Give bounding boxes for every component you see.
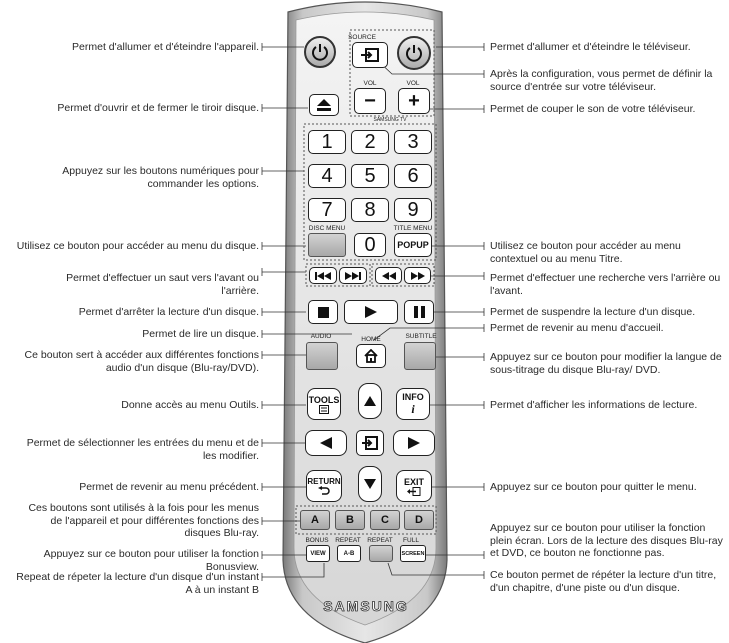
annotation-home: Permet de revenir au menu d'accueil. bbox=[490, 322, 664, 334]
annotation-tools: Donne accès au menu Outils. bbox=[121, 399, 259, 411]
exit-button[interactable] bbox=[396, 470, 432, 502]
enter-icon bbox=[362, 436, 378, 450]
eject-button[interactable] bbox=[309, 94, 339, 116]
title-menu-label: TITLE MENU bbox=[393, 225, 433, 232]
annotation-exit: Appuyez sur ce bouton pour quitter le menu. bbox=[490, 481, 697, 493]
source-button[interactable] bbox=[352, 42, 388, 68]
down-button[interactable] bbox=[358, 466, 382, 502]
annotation-navigation: Permet de sélectionner les entrées du menu et de les modifier. bbox=[26, 437, 259, 462]
exit-label: EXIT bbox=[403, 476, 424, 487]
samsung-tv-label: SAMSUNG TV bbox=[373, 117, 407, 123]
audio-button[interactable] bbox=[306, 342, 338, 370]
info-button[interactable] bbox=[396, 388, 430, 420]
bonus-label: BONUS bbox=[305, 537, 329, 544]
return-icon bbox=[318, 486, 330, 495]
annotation-stop: Permet d'arrêter la lecture d'un disque. bbox=[78, 306, 259, 318]
annotation-popup: Utilisez ce bouton pour accéder au menu contextuel ou au menu Titre. bbox=[490, 240, 681, 265]
key-1[interactable]: 1 bbox=[308, 130, 346, 154]
skip-back-icon bbox=[315, 272, 331, 280]
annotation-pause: Permet de suspendre la lecture d'un disque. bbox=[490, 306, 696, 318]
key-2[interactable]: 2 bbox=[351, 130, 389, 154]
annotation-number-keys: Appuyez sur les boutons numériques pour commander les options. bbox=[62, 165, 259, 190]
arrow-right-icon bbox=[408, 437, 420, 449]
info-icon: i bbox=[411, 401, 415, 416]
stop-icon bbox=[318, 307, 329, 318]
disc-menu-label: DISC MENU bbox=[308, 225, 346, 232]
stop-button[interactable] bbox=[308, 300, 338, 324]
annotation-fullscreen: Appuyez sur ce bouton pour utiliser la fonction plein écran. Lors de la lecture des disques Blu-ray et DVD, ce bouton ne fonctionne pas. bbox=[490, 522, 723, 559]
key-4[interactable]: 4 bbox=[308, 164, 346, 188]
tools-button[interactable] bbox=[307, 388, 341, 420]
play-icon bbox=[365, 306, 377, 318]
key-3[interactable]: 3 bbox=[394, 130, 432, 154]
annotation-tv-power: Permet d'allumer et d'éteindre le téléviseur. bbox=[490, 41, 691, 53]
color-key-d[interactable]: D bbox=[404, 510, 434, 530]
annotation-play: Permet de lire un disque. bbox=[142, 328, 259, 340]
annotation-source: Après la configuration, vous permet de définir la source d'entrée sur votre téléviseur. bbox=[490, 68, 713, 93]
repeat-ab-label: REPEAT bbox=[335, 537, 361, 544]
repeat-ab-button[interactable]: A-B bbox=[337, 545, 361, 562]
annotation-eject: Permet d'ouvrir et de fermer le tiroir disque. bbox=[57, 102, 259, 114]
return-button[interactable] bbox=[306, 470, 342, 502]
skip-forward-icon bbox=[345, 272, 361, 280]
annotation-subtitle: Appuyez sur ce bouton pour modifier la langue de sous-titrage du disque Blu-ray/ DVD. bbox=[490, 351, 722, 376]
arrow-up-icon bbox=[364, 396, 376, 406]
exit-icon bbox=[407, 487, 421, 496]
arrow-down-icon bbox=[364, 479, 376, 489]
arrow-left-icon bbox=[320, 437, 332, 449]
annotation-bonusview: Appuyez sur ce bouton pour utiliser la fonction Bonusview. bbox=[43, 548, 259, 573]
annotation-repeat-ab: Repeat de répeter la lecture d'un disque d'un instant A à un instant B bbox=[16, 571, 259, 596]
volume-up-button[interactable]: + bbox=[398, 88, 430, 114]
home-button[interactable] bbox=[356, 344, 386, 368]
repeat-button[interactable] bbox=[369, 545, 393, 562]
audio-label: AUDIO bbox=[310, 333, 332, 340]
source-label: SOURCE bbox=[348, 34, 376, 41]
fast-forward-button[interactable] bbox=[404, 267, 431, 284]
key-7[interactable]: 7 bbox=[308, 198, 346, 222]
key-5[interactable]: 5 bbox=[351, 164, 389, 188]
subtitle-button[interactable] bbox=[404, 342, 436, 370]
info-label: INFO bbox=[402, 391, 424, 402]
annotation-return: Permet de revenir au menu précédent. bbox=[79, 481, 259, 493]
bonusview-button[interactable]: VIEW bbox=[306, 545, 330, 562]
key-6[interactable]: 6 bbox=[394, 164, 432, 188]
annotation-disc-menu: Utilisez ce bouton pour accéder au menu du disque. bbox=[16, 240, 259, 252]
key-8[interactable]: 8 bbox=[351, 198, 389, 222]
samsung-logo: SAMSUNG bbox=[323, 598, 409, 614]
tv-power-button[interactable] bbox=[397, 36, 431, 70]
popup-button[interactable]: POPUP bbox=[394, 233, 432, 257]
eject-icon bbox=[317, 99, 331, 111]
left-button[interactable] bbox=[305, 430, 347, 456]
home-icon bbox=[364, 349, 378, 363]
right-button[interactable] bbox=[393, 430, 435, 456]
color-key-c[interactable]: C bbox=[370, 510, 400, 530]
annotation-search: Permet d'effectuer une recherche vers l'arrière ou l'avant. bbox=[490, 272, 721, 297]
annotation-info: Permet d'afficher les informations de lecture. bbox=[490, 399, 698, 411]
source-icon bbox=[360, 47, 380, 63]
up-button[interactable] bbox=[358, 383, 382, 419]
rewind-icon bbox=[382, 272, 396, 280]
pause-button[interactable] bbox=[404, 300, 434, 324]
home-label: HOME bbox=[361, 336, 381, 343]
return-label: RETURN bbox=[307, 477, 341, 486]
annotation-audio: Ce bouton sert à accéder aux différentes fonctions audio d'un disque (Blu-ray/DVD). bbox=[24, 349, 259, 374]
power-button[interactable] bbox=[304, 36, 336, 68]
subtitle-label: SUBTITLE bbox=[405, 333, 437, 340]
full-label: FULL bbox=[403, 537, 419, 544]
skip-forward-button[interactable] bbox=[339, 267, 367, 284]
annotation-skip: Permet d'effectuer un saut vers l'avant ou l'arrière. bbox=[66, 272, 259, 297]
play-button[interactable] bbox=[344, 300, 398, 324]
power-icon bbox=[405, 44, 423, 62]
annotation-color-keys: Ces boutons sont utilisés à la fois pour les menus de l'appareil et pour différentes fonctions des disques Blu-ray. bbox=[28, 502, 259, 539]
key-9[interactable]: 9 bbox=[394, 198, 432, 222]
annotation-repeat: Ce bouton permet de répéter la lecture d'un titre, d'un chapitre, d'une piste ou d'un disque. bbox=[490, 569, 717, 594]
key-0[interactable]: 0 bbox=[354, 233, 386, 257]
tools-label: TOOLS bbox=[308, 394, 340, 405]
disc-menu-button[interactable] bbox=[308, 233, 346, 257]
annotation-power: Permet d'allumer et d'éteindre l'appareil. bbox=[72, 41, 259, 53]
annotation-volume: Permet de couper le son de votre téléviseur. bbox=[490, 103, 696, 115]
pause-icon bbox=[414, 306, 425, 318]
rewind-button[interactable] bbox=[375, 267, 402, 284]
volume-down-button[interactable]: − bbox=[354, 88, 386, 114]
power-icon bbox=[311, 43, 329, 61]
vol-right-label: VOL bbox=[406, 80, 420, 87]
fullscreen-button[interactable]: SCREEN bbox=[400, 545, 426, 562]
repeat-label: REPEAT bbox=[367, 537, 393, 544]
color-key-a[interactable]: A bbox=[300, 510, 330, 530]
tools-icon bbox=[319, 405, 329, 414]
vol-left-label: VOL bbox=[363, 80, 377, 87]
enter-button[interactable] bbox=[356, 430, 384, 456]
skip-back-button[interactable] bbox=[309, 267, 337, 284]
fast-forward-icon bbox=[411, 272, 425, 280]
color-key-b[interactable]: B bbox=[335, 510, 365, 530]
